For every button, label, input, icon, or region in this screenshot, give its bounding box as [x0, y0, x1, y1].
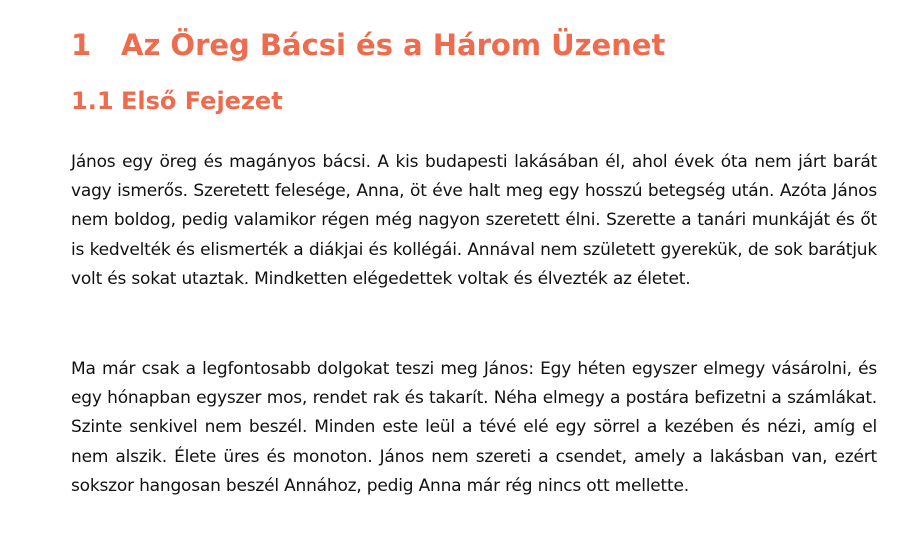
chapter-title: Az Öreg Bácsi és a Három Üzenet: [121, 28, 666, 62]
chapter-heading: [71, 25, 665, 65]
paragraph-1: János egy öreg és magányos bácsi. A kis budapesti lakásában él, ahol évek óta nem járt barát vagy ismerős. Szeretett felesége, Anna, öt éve halt meg egy hosszú betegség után. Azóta János nem boldog, pedig valamikor régen még nagyon szeretett élni. Szerette a tanári munkáját és őt is kedvelték és elismerték a diákjai és kollégái. Annával nem született gyerekük, de sok barátjuk volt és sokat utaztak. Mindketten elégedettek voltak és élvezték az életet.: [71, 152, 877, 289]
paragraph-2: Ma már csak a legfontosabb dolgokat teszi meg János: Egy héten egyszer elmegy vásárolni, és egy hónapban egyszer mos, rendet rak és takarít. Néha elmegy a postára befizetni a számlákat. Szinte senkivel nem beszél. Minden este leül a tévé elé egy sörrel a kezében és nézi, amíg el nem alszik. Élete üres és monoton. János nem szereti a csendet, amely a lakásban van, ezért sokszor hangosan beszél Annához, pedig Anna már rég nincs ott mellette.: [71, 359, 877, 496]
section-heading: [71, 83, 283, 119]
chapter-number: 1: [71, 28, 92, 62]
section-number: 1.1: [71, 87, 114, 115]
section-title: Első Fejezet: [121, 87, 283, 115]
